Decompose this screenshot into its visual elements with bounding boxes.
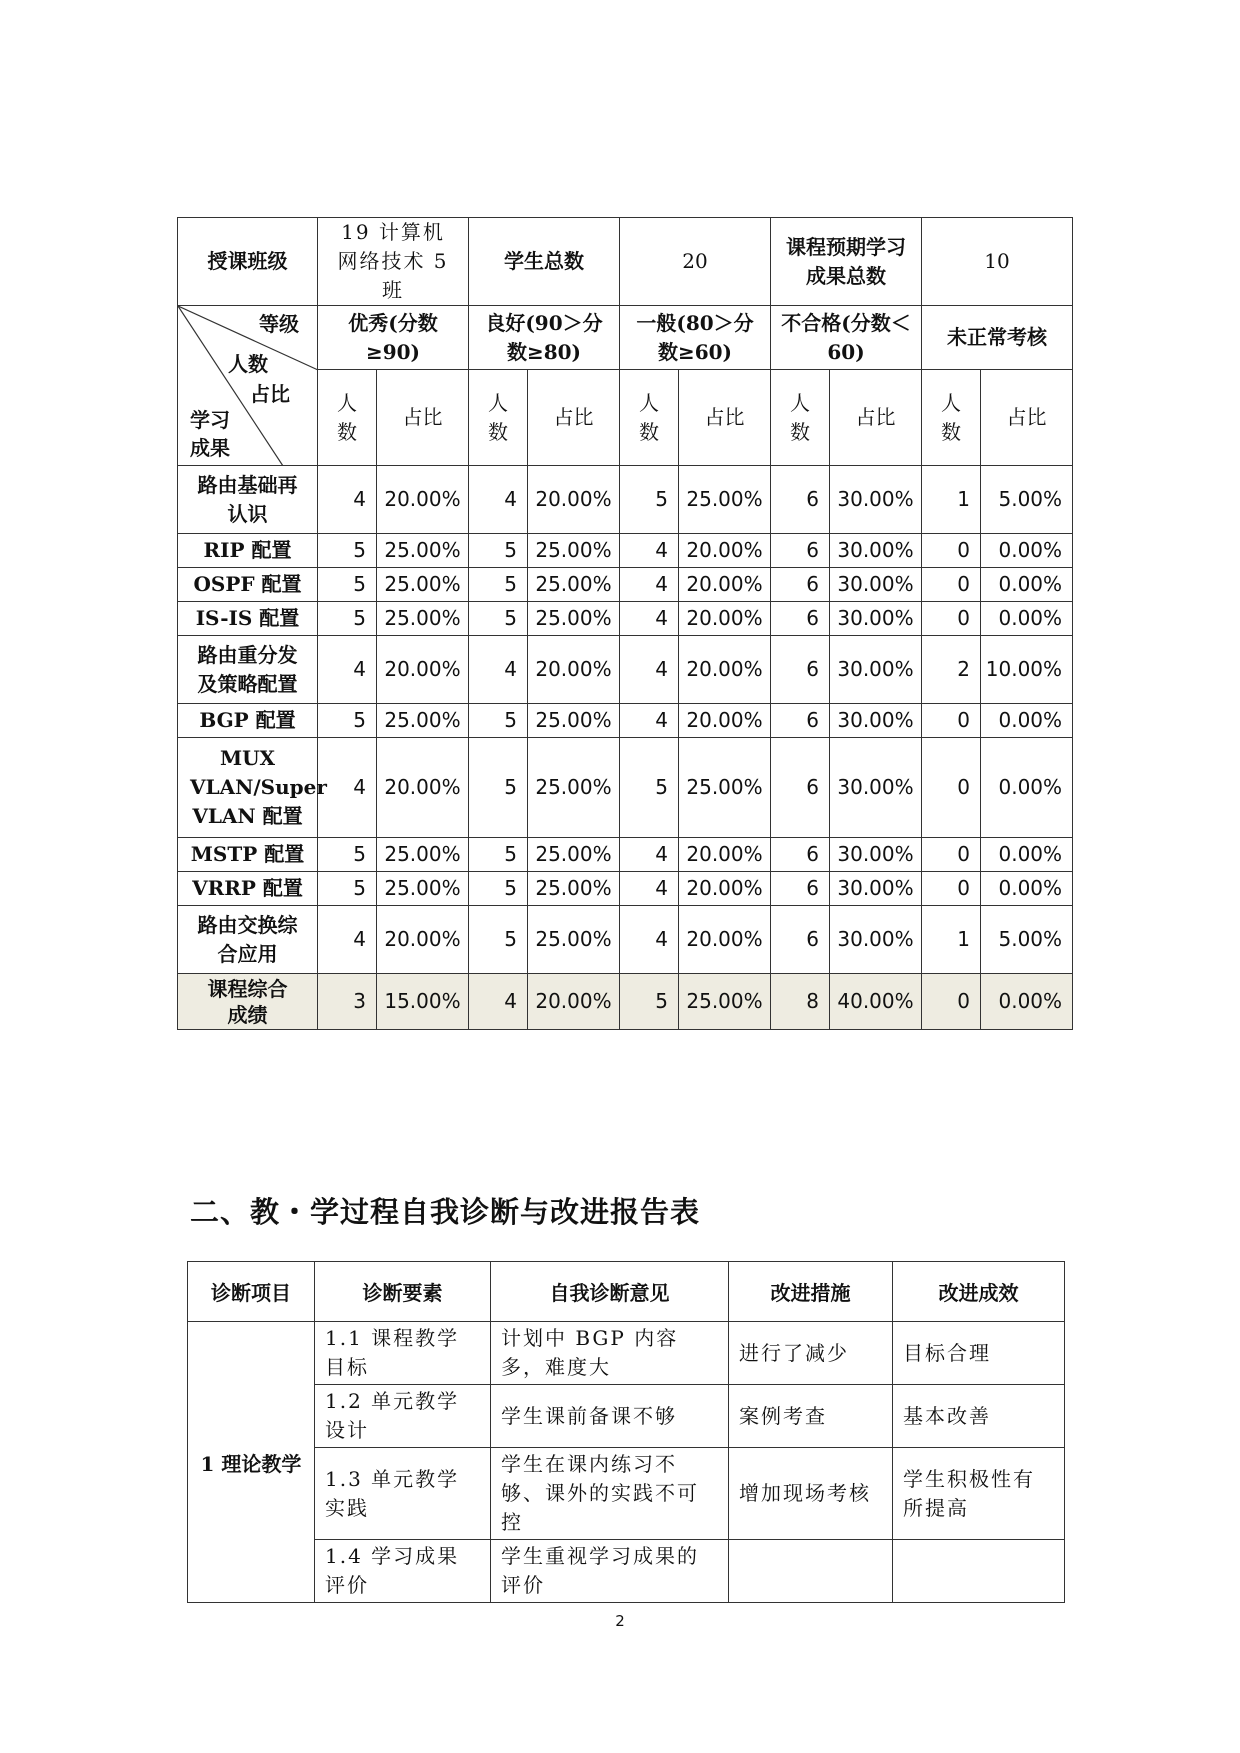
- sub-count: 人数: [469, 370, 528, 466]
- outcome-row: [178, 568, 1073, 602]
- total-ratio-cell: 40.00%: [830, 974, 922, 1030]
- ratio-cell: 20.00%: [679, 704, 771, 738]
- sub-count: 人数: [620, 370, 679, 466]
- count-cell: 5: [318, 534, 377, 568]
- outcome-name: IS-IS 配置: [178, 602, 318, 636]
- outcome-row: [178, 704, 1073, 738]
- sub-ratio: 占比: [981, 370, 1073, 466]
- count-cell: 4: [318, 466, 377, 534]
- diagnosis-element: 1.2 单元教学设计: [315, 1385, 491, 1448]
- count-cell: 5: [469, 838, 528, 872]
- diagnosis-element: 1.4 学习成果评价: [315, 1540, 491, 1603]
- ratio-cell: 0.00%: [981, 534, 1073, 568]
- students-label: 学生总数: [469, 218, 620, 306]
- total-ratio-cell: 25.00%: [679, 974, 771, 1030]
- diagnosis-measure: [729, 1540, 893, 1603]
- outcome-row: [178, 636, 1073, 704]
- diagnosis-row: [188, 1540, 1065, 1603]
- outcome-row: [178, 906, 1073, 974]
- ratio-cell: 25.00%: [528, 568, 620, 602]
- diagnosis-effect: 学生积极性有所提高: [893, 1448, 1065, 1540]
- outcome-stats-table: [177, 217, 1073, 1030]
- count-cell: 4: [318, 906, 377, 974]
- outcome-name: VRRP 配置: [178, 872, 318, 906]
- count-cell: 6: [771, 602, 830, 636]
- grade-fail: 不合格(分数＜60): [771, 306, 922, 370]
- ratio-cell: 0.00%: [981, 738, 1073, 838]
- total-ratio-cell: 15.00%: [377, 974, 469, 1030]
- total-count-cell: 0: [922, 974, 981, 1030]
- count-cell: 6: [771, 738, 830, 838]
- sub-ratio: 占比: [830, 370, 922, 466]
- ratio-cell: 20.00%: [528, 636, 620, 704]
- ratio-cell: 25.00%: [377, 838, 469, 872]
- diagnosis-element: 1.1 课程教学目标: [315, 1322, 491, 1385]
- outcome-name: RIP 配置: [178, 534, 318, 568]
- ratio-cell: 5.00%: [981, 466, 1073, 534]
- ratio-cell: 30.00%: [830, 872, 922, 906]
- header-measure: 改进措施: [729, 1262, 893, 1322]
- diagnosis-header-row: [188, 1262, 1065, 1322]
- ratio-cell: 20.00%: [528, 466, 620, 534]
- count-cell: 6: [771, 636, 830, 704]
- count-cell: 5: [318, 872, 377, 906]
- ratio-cell: 20.00%: [679, 872, 771, 906]
- ratio-cell: 25.00%: [528, 738, 620, 838]
- diag-count-label: 人数: [228, 352, 268, 376]
- ratio-cell: 5.00%: [981, 906, 1073, 974]
- ratio-cell: 20.00%: [377, 738, 469, 838]
- class-value: 19 计算机网络技术 5 班: [318, 218, 469, 306]
- count-cell: 5: [620, 466, 679, 534]
- sub-count: 人数: [771, 370, 830, 466]
- ratio-cell: 20.00%: [679, 636, 771, 704]
- outcome-row: [178, 466, 1073, 534]
- count-cell: 4: [620, 534, 679, 568]
- diagnosis-effect: 目标合理: [893, 1322, 1065, 1385]
- diag-ratio-label: 占比: [250, 382, 290, 406]
- sub-count: 人数: [922, 370, 981, 466]
- ratio-cell: 25.00%: [528, 872, 620, 906]
- ratio-cell: 0.00%: [981, 872, 1073, 906]
- grade-excellent: 优秀(分数≥90): [318, 306, 469, 370]
- total-count-cell: 5: [620, 974, 679, 1030]
- ratio-cell: 30.00%: [830, 602, 922, 636]
- count-cell: 1: [922, 466, 981, 534]
- ratio-cell: 30.00%: [830, 738, 922, 838]
- count-cell: 0: [922, 602, 981, 636]
- count-cell: 0: [922, 704, 981, 738]
- diagnosis-opinion: 计划中 BGP 内容多，难度大: [491, 1322, 729, 1385]
- diagnosis-opinion: 学生在课内练习不够、课外的实践不可控: [491, 1448, 729, 1540]
- outcome-row: [178, 838, 1073, 872]
- count-cell: 5: [469, 738, 528, 838]
- outcome-row: [178, 534, 1073, 568]
- count-cell: 6: [771, 872, 830, 906]
- students-value: 20: [620, 218, 771, 306]
- total-row: [178, 974, 1073, 1030]
- ratio-cell: 25.00%: [377, 568, 469, 602]
- count-cell: 6: [771, 704, 830, 738]
- ratio-cell: 0.00%: [981, 602, 1073, 636]
- total-count-cell: 4: [469, 974, 528, 1030]
- outcome-name: MSTP 配置: [178, 838, 318, 872]
- outcome-name: 路由基础再认识: [178, 466, 318, 534]
- count-cell: 0: [922, 534, 981, 568]
- count-cell: 4: [318, 738, 377, 838]
- ratio-cell: 25.00%: [679, 738, 771, 838]
- ratio-cell: 25.00%: [377, 872, 469, 906]
- header-element: 诊断要素: [315, 1262, 491, 1322]
- count-cell: 6: [771, 838, 830, 872]
- outcome-row: [178, 602, 1073, 636]
- count-cell: 4: [620, 602, 679, 636]
- count-cell: 0: [922, 568, 981, 602]
- diagnosis-element: 1.3 单元教学实践: [315, 1448, 491, 1540]
- ratio-cell: 25.00%: [679, 466, 771, 534]
- ratio-cell: 30.00%: [830, 838, 922, 872]
- ratio-cell: 25.00%: [528, 704, 620, 738]
- diagnosis-opinion: 学生重视学习成果的评价: [491, 1540, 729, 1603]
- header-opinion: 自我诊断意见: [491, 1262, 729, 1322]
- diagnosis-measure: 增加现场考核: [729, 1448, 893, 1540]
- sub-ratio: 占比: [377, 370, 469, 466]
- count-cell: 6: [771, 534, 830, 568]
- count-cell: 4: [620, 568, 679, 602]
- class-label: 授课班级: [178, 218, 318, 306]
- ratio-cell: 25.00%: [528, 534, 620, 568]
- diagnosis-measure: 案例考查: [729, 1385, 893, 1448]
- count-cell: 5: [469, 602, 528, 636]
- count-cell: 5: [469, 906, 528, 974]
- grade-good: 良好(90＞分数≥80): [469, 306, 620, 370]
- diagnosis-row: [188, 1322, 1065, 1385]
- diag-grade-label: 等级: [259, 312, 299, 336]
- ratio-cell: 30.00%: [830, 704, 922, 738]
- count-cell: 5: [318, 838, 377, 872]
- total-count-cell: 3: [318, 974, 377, 1030]
- count-cell: 5: [469, 568, 528, 602]
- sub-count: 人数: [318, 370, 377, 466]
- grade-average: 一般(80＞分数≥60): [620, 306, 771, 370]
- count-cell: 4: [620, 872, 679, 906]
- ratio-cell: 20.00%: [679, 838, 771, 872]
- diagnosis-measure: 进行了减少: [729, 1322, 893, 1385]
- ratio-cell: 30.00%: [830, 906, 922, 974]
- count-cell: 0: [922, 872, 981, 906]
- count-cell: 0: [922, 738, 981, 838]
- outcome-name: 路由交换综合应用: [178, 906, 318, 974]
- ratio-cell: 20.00%: [679, 602, 771, 636]
- count-cell: 4: [620, 636, 679, 704]
- ratio-cell: 10.00%: [981, 636, 1073, 704]
- diagnosis-rows: [188, 1322, 1065, 1603]
- outcomes-value: 10: [922, 218, 1073, 306]
- count-cell: 1: [922, 906, 981, 974]
- diagnosis-effect: 基本改善: [893, 1385, 1065, 1448]
- outcomes-label: 课程预期学习成果总数: [771, 218, 922, 306]
- diag-outcome-label-2: 成果: [190, 436, 230, 460]
- count-cell: 4: [318, 636, 377, 704]
- count-cell: 6: [771, 906, 830, 974]
- ratio-cell: 30.00%: [830, 534, 922, 568]
- diagonal-header-cell: [178, 306, 318, 466]
- count-cell: 4: [620, 704, 679, 738]
- diagnosis-row: [188, 1448, 1065, 1540]
- ratio-cell: 20.00%: [377, 906, 469, 974]
- count-cell: 5: [469, 704, 528, 738]
- outcome-rows: [178, 466, 1073, 974]
- group-label: 1 理论教学: [188, 1322, 315, 1603]
- count-cell: 4: [469, 636, 528, 704]
- ratio-cell: 20.00%: [377, 636, 469, 704]
- count-cell: 5: [318, 568, 377, 602]
- outcome-row: [178, 738, 1073, 838]
- class-info-row: [178, 218, 1073, 306]
- count-cell: 5: [469, 872, 528, 906]
- grade-header-row: [178, 306, 1073, 370]
- count-cell: 5: [318, 704, 377, 738]
- outcome-name: BGP 配置: [178, 704, 318, 738]
- ratio-cell: 20.00%: [679, 534, 771, 568]
- count-cell: 4: [469, 466, 528, 534]
- grade-not-assessed: 未正常考核: [922, 306, 1073, 370]
- header-effect: 改进成效: [893, 1262, 1065, 1322]
- count-cell: 0: [922, 838, 981, 872]
- ratio-cell: 30.00%: [830, 568, 922, 602]
- count-cell: 5: [620, 738, 679, 838]
- ratio-cell: 30.00%: [830, 466, 922, 534]
- diag-outcome-label-1: 学习: [190, 408, 230, 432]
- ratio-cell: 25.00%: [377, 534, 469, 568]
- ratio-cell: 0.00%: [981, 704, 1073, 738]
- outcome-name: OSPF 配置: [178, 568, 318, 602]
- sub-ratio: 占比: [528, 370, 620, 466]
- ratio-cell: 20.00%: [679, 568, 771, 602]
- count-cell: 5: [318, 602, 377, 636]
- outcome-name: 路由重分发及策略配置: [178, 636, 318, 704]
- ratio-cell: 25.00%: [377, 704, 469, 738]
- diagnosis-table: [187, 1261, 1065, 1603]
- count-cell: 6: [771, 568, 830, 602]
- header-item: 诊断项目: [188, 1262, 315, 1322]
- count-cell: 5: [469, 534, 528, 568]
- count-cell: 2: [922, 636, 981, 704]
- outcome-name: MUX VLAN/Super VLAN 配置: [178, 738, 318, 838]
- ratio-cell: 0.00%: [981, 568, 1073, 602]
- diagnosis-row: [188, 1385, 1065, 1448]
- section-title: 二、教・学过程自我诊断与改进报告表: [190, 1195, 701, 1229]
- page-number: 2: [615, 1612, 625, 1630]
- ratio-cell: 20.00%: [377, 466, 469, 534]
- total-ratio-cell: 20.00%: [528, 974, 620, 1030]
- ratio-cell: 25.00%: [528, 602, 620, 636]
- count-cell: 4: [620, 838, 679, 872]
- ratio-cell: 30.00%: [830, 636, 922, 704]
- outcome-row: [178, 872, 1073, 906]
- total-row-label: 课程综合成绩: [178, 974, 318, 1030]
- count-cell: 6: [771, 466, 830, 534]
- ratio-cell: 25.00%: [377, 602, 469, 636]
- total-count-cell: 8: [771, 974, 830, 1030]
- count-cell: 4: [620, 906, 679, 974]
- ratio-cell: 25.00%: [528, 906, 620, 974]
- diagnosis-effect: [893, 1540, 1065, 1603]
- sub-ratio: 占比: [679, 370, 771, 466]
- ratio-cell: 0.00%: [981, 838, 1073, 872]
- ratio-cell: 25.00%: [528, 838, 620, 872]
- total-ratio-cell: 0.00%: [981, 974, 1073, 1030]
- ratio-cell: 20.00%: [679, 906, 771, 974]
- diagnosis-opinion: 学生课前备课不够: [491, 1385, 729, 1448]
